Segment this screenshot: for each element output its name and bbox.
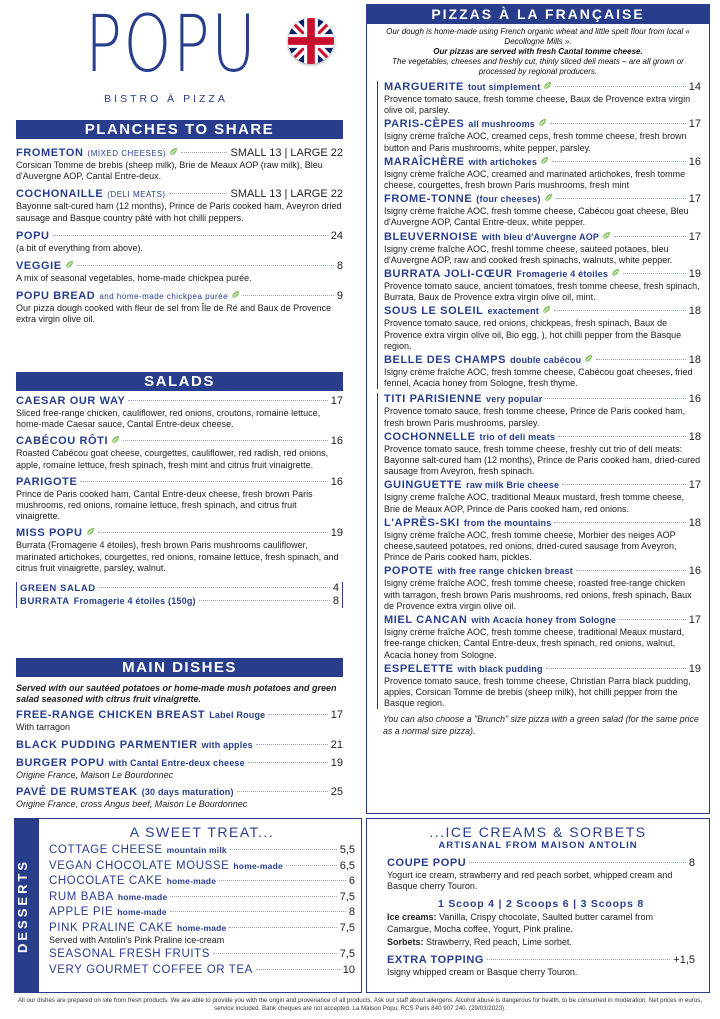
menu-item[interactable] <box>16 757 343 781</box>
item-price: 17 <box>688 193 701 206</box>
item-name: L'APRÈS-SKI <box>384 516 460 529</box>
item-subtitle: Fromagerie 4 étoiles <box>516 269 609 280</box>
pizzas-intro-2: Our pizzas are served with fresh Cantal tomme cheese. <box>433 47 643 56</box>
icecreams-title: ...ICE CREAMS & SORBETS <box>429 824 647 840</box>
item-name: CHOCOLATE CAKE <box>49 875 163 887</box>
ice-label: Ice creams: <box>387 912 437 923</box>
item-name: ESPELETTE <box>384 662 454 675</box>
item-subtitle: (30 days maturation) <box>141 786 234 797</box>
menu-item[interactable] <box>16 527 343 574</box>
menu-item[interactable] <box>49 964 355 978</box>
item-price: SMALL 13 | LARGE 22 <box>230 147 343 159</box>
item-price: 16 <box>688 155 701 168</box>
salads-section <box>16 372 343 608</box>
item-subtitle: home-made <box>233 860 283 871</box>
pizzas-panel <box>366 4 710 814</box>
item-name: POPU BREAD <box>16 290 96 303</box>
item-name: GUINGUETTE <box>384 479 463 492</box>
pizzas-intro-1: Our dough is home-made using French organic wheat and little spelt flour from local « Decollogne Mills ». <box>386 27 690 46</box>
vegetarian-leaf-icon <box>169 147 178 156</box>
item-price: 17 <box>330 395 343 407</box>
item-price: 8 <box>332 595 339 608</box>
item-desc: A mix of seasonal vegetables, home-made chickpea purée. <box>16 273 252 284</box>
ice-list: Vanilla, Crispy chocolate, Saulted butter caramel from Camargue, Mocha coffee, Yogurt, Pink praline. <box>387 912 653 934</box>
item-desc: Isigny crème fraîche AOC, fresh tomme cheese, Cabécou goat cheeses, fried fennel, Acacia honey from Sologne, fresh thyme. <box>384 367 693 389</box>
item-price: 8 <box>336 260 343 273</box>
vegetarian-leaf-icon <box>538 118 547 127</box>
vegetarian-leaf-icon <box>544 193 553 202</box>
item-desc: Isigny crème fraîche AOC, fresh tomme cheese, traditional Meaux mustard, free-range chicken, Cantal Entre-deux, fresh spinach, red onions, walnut, Acacia honey from Sologne. <box>384 627 685 660</box>
item-subtitle: exactement <box>487 306 539 317</box>
item-subtitle: with artichokes <box>468 156 538 167</box>
menu-item[interactable] <box>49 860 355 874</box>
desserts-label: DESSERTS <box>15 819 39 992</box>
item-desc: Prince de Paris cooked ham, Cantal Entre-deux cheese, fresh brown Paris mushrooms, red onions, romaine lettuce, fresh spinach, and citrus fruit vinaigrette. <box>16 488 313 522</box>
mains-title: MAIN DISHES <box>16 658 343 677</box>
item-desc: Isigny crème fraîche AOC, traditional Meaux mustard, fresh tomme cheese, Brie de Meaux AOP, Prince de Paris cooked ham, red onions. <box>384 492 685 514</box>
item-subtitle: trio of deli meats <box>479 431 556 442</box>
brand-header <box>16 0 344 112</box>
item-name: VERY GOURMET COFFEE OR TEA <box>49 963 253 976</box>
planches-section <box>16 120 343 326</box>
menu-item[interactable] <box>16 709 343 733</box>
brunch-note: You can also choose a "Brunch" size pizza with a green salad (for the same price as a normal size pizza). <box>383 714 699 736</box>
menu-item[interactable] <box>16 147 343 182</box>
item-subtitle: Label Rouge <box>209 710 266 721</box>
menu-item[interactable] <box>16 188 343 223</box>
menu-item[interactable] <box>20 582 339 595</box>
menu-item[interactable] <box>49 906 355 920</box>
item-price: 25 <box>330 785 343 798</box>
item-name: VEGAN CHOCOLATE MOUSSE <box>49 859 230 872</box>
item-subtitle: home-made <box>166 876 217 886</box>
menu-item[interactable] <box>49 948 355 962</box>
item-price: 16 <box>330 435 343 448</box>
item-name: SOUS LE SOLEIL <box>384 305 484 318</box>
menu-item[interactable] <box>384 156 701 191</box>
item-desc: Origine France, cross Angus beef, Maison Le Bourdonnec <box>16 798 248 809</box>
menu-item[interactable] <box>384 565 701 612</box>
item-price: 8 <box>688 857 695 869</box>
salads-title: SALADS <box>16 372 343 391</box>
item-name: BLEUVERNOISE <box>384 230 478 243</box>
footer-legal: All our dishes are prepared on site from fresh products. We are able to provide you with the origin and provenance of all products. Ask our staff about allergens. Alcohol abuse is dangerous for health, to be consumed in moderation. Net prices in euros, service included. Bank cheques are not accepted. La Maison Popu, RCS Paris 840 907 240. (29/03/2023). <box>17 997 703 1012</box>
vegetarian-leaf-icon <box>86 527 95 536</box>
item-desc: Provence tomato sauce, fresh tomme cheese, Christian Parra black pudding, apples, Corsican Tomme de brebis (sheep milk), hot chilli pepper from the Basque region. <box>384 675 691 709</box>
item-desc: Provence tomato sauce, fresh tomme cheese, Prince de Paris cooked ham, fresh brown Paris mushrooms, parsley. <box>384 406 686 428</box>
menu-item[interactable] <box>16 476 343 523</box>
menu-item[interactable] <box>16 260 343 284</box>
mains-section <box>16 658 343 810</box>
vegetarian-leaf-icon <box>231 290 240 299</box>
item-subtitle: very popular <box>486 394 543 405</box>
item-name: EXTRA TOPPING <box>387 954 485 967</box>
item-name: POPU <box>16 229 50 242</box>
item-price: 18 <box>688 305 701 318</box>
menu-item[interactable] <box>16 435 343 470</box>
item-desc: Isigny crème fraîche AOC, creamed and marinated artichokes, fresh tomme cheese, courgettes, fresh brown Paris mushrooms, fresh mint <box>384 168 686 191</box>
item-name: FROMETON <box>16 147 84 159</box>
item-name: COCHONNELLE <box>384 430 476 443</box>
item-desc: Sliced free-range chicken, cauliflower, red onions, croutons, romaine lettuce, home-made Caesar sauce, Cantal Entre-deux cheese. <box>16 408 321 430</box>
menu-item[interactable] <box>16 786 343 810</box>
item-desc: Isigny crème fraîche AOC, freshl tomme cheese, sauteed potaoes, bleu d'Auvergne AOP, raw and cooked fresh spinachs, walnuts, white pepper. <box>384 243 673 265</box>
item-name: PARIGOTE <box>16 475 78 488</box>
menu-item[interactable] <box>384 354 701 389</box>
item-desc: Provence tomato sauce, ancient tomatoes, fresh tomme cheese, fresh spinach, Burrata, Baux de Provence extra virgin olive oil, mint. <box>384 281 700 303</box>
item-desc: Corsican Tomme de brebis (sheep milk), Brie de Meaux AOP (raw milk), Bleu d'Auvergne AOP, Cantal Entre-deux. <box>16 160 323 182</box>
menu-item[interactable] <box>384 81 701 116</box>
item-subtitle: from the mountains <box>463 517 552 528</box>
item-subtitle: mountain milk <box>166 845 227 855</box>
item-price: 7,5 <box>339 890 355 903</box>
vegetarian-leaf-icon <box>584 354 593 363</box>
item-name: BURRATA <box>20 596 70 608</box>
item-price: 7,5 <box>339 948 355 961</box>
item-price: 19 <box>688 662 701 675</box>
item-price: 6 <box>348 875 355 887</box>
item-price: 9 <box>336 290 343 303</box>
menu-item[interactable] <box>384 517 701 564</box>
vegetarian-leaf-icon <box>111 435 120 444</box>
menu-item[interactable] <box>384 663 701 710</box>
item-name: APPLE PIE <box>49 906 114 918</box>
item-subtitle: raw milk Brie cheese <box>466 480 560 491</box>
item-price: 17 <box>330 709 343 722</box>
item-price: 7,5 <box>339 921 355 934</box>
item-subtitle: Fromagerie 4 étoiles (150g) <box>73 596 196 607</box>
item-desc: Roasted Cabécou goat cheese, courgettes, cauliflower, red radish, red onions, apple, romaine lettuce, fresh spinach, fresh mint and citrus fruit vinaigrette. <box>16 448 329 470</box>
item-price: 4 <box>332 582 339 595</box>
sides-box <box>16 582 343 608</box>
item-subtitle: (DELI MEATS) <box>107 190 166 200</box>
item-price: 24 <box>330 229 343 242</box>
item-price: 6,5 <box>339 859 355 872</box>
item-name: BELLE DES CHAMPS <box>384 354 507 367</box>
menu-item[interactable] <box>384 479 701 514</box>
item-desc: Origine France, Maison Le Bourdonnec <box>16 769 174 780</box>
item-name: MARGUERITE <box>384 81 464 93</box>
item-name: TITI PARISIENNE <box>384 393 483 406</box>
item-desc: Provence tomato sauce, fresh tomme cheese, Baux de Provence extra virgin olive oil, parsley. <box>384 94 691 116</box>
pizzas-title: PIZZAS À LA FRANÇAISE <box>367 5 709 24</box>
item-name: CABÉCOU RÔTI <box>16 435 109 448</box>
menu-item[interactable] <box>49 844 355 858</box>
item-name: FROME-TONNE <box>384 193 473 206</box>
logo: POPU <box>84 0 258 90</box>
item-price: 18 <box>688 354 701 367</box>
item-name: COUPE POPU <box>387 857 467 869</box>
item-subtitle: and home-made chickpea purée <box>99 292 229 302</box>
menu-item[interactable] <box>49 875 355 889</box>
desserts-panel <box>14 818 362 993</box>
item-price: 8 <box>348 906 355 918</box>
icecreams-subtitle: ARTISANAL FROM MAISON ANTOLIN <box>438 840 638 851</box>
item-subtitle: with free range chicken breast <box>437 566 573 577</box>
item-price: 14 <box>688 81 701 93</box>
item-subtitle: with apples <box>201 739 253 750</box>
vegetarian-leaf-icon <box>602 231 611 240</box>
planches-title: PLANCHES TO SHARE <box>16 120 343 139</box>
vegetarian-leaf-icon <box>542 305 551 314</box>
vegetarian-leaf-icon <box>611 268 620 277</box>
item-subtitle: with black pudding <box>457 663 543 674</box>
menu-item[interactable] <box>384 614 701 661</box>
item-price: +1,5 <box>673 954 695 967</box>
item-subtitle: with Cantal Entre-deux cheese <box>108 757 245 768</box>
item-price: 10 <box>342 963 355 976</box>
item-desc: Our pizza dough cooked with fleur de sel from Île de Ré and Baux de Provence extra virgin olive oil. <box>16 303 332 325</box>
menu-item[interactable] <box>16 230 343 254</box>
item-desc: Isigny crème fraîche AOC, fresh tomme cheese, Morbier des neiges AOP cheese,sauteed potatoes, red onions, dried-cured sausage from Aveyron, Prince de Paris cooked ham, pickles. <box>384 529 677 563</box>
item-price: 16 <box>688 565 701 578</box>
item-name: POPOTE <box>384 565 434 578</box>
uk-flag-icon[interactable] <box>288 18 334 64</box>
item-price: 17 <box>688 230 701 243</box>
item-price: 19 <box>330 527 343 540</box>
menu-item[interactable] <box>384 118 701 153</box>
item-name: CAESAR OUR WAY <box>16 395 126 407</box>
vegetarian-leaf-icon <box>65 260 74 269</box>
item-price: 17 <box>688 614 701 627</box>
menu-item[interactable] <box>16 290 343 325</box>
vegetarian-leaf-icon <box>540 156 549 165</box>
item-desc: Served with Antolin's Pink Praline ice-cream <box>49 935 225 945</box>
item-name: RUM BABA <box>49 890 114 903</box>
menu-item[interactable] <box>384 193 701 228</box>
sorbet-list: Strawberry, Red peach, Lime sorbet. <box>426 936 572 947</box>
item-name: COTTAGE CHEESE <box>49 844 163 856</box>
icecreams-panel <box>366 818 710 993</box>
item-desc: Bayonne salt-cured ham (12 months), Prince de Paris cooked ham, Aveyron dried sausage and Basque country pâté with hot chilli peppers. <box>16 201 342 223</box>
item-name: BLACK PUDDING PARMENTIER <box>16 738 198 751</box>
item-name: COCHONAILLE <box>16 188 104 201</box>
item-price: 18 <box>688 430 701 443</box>
menu-item[interactable] <box>384 268 701 303</box>
item-subtitle: home-made <box>117 891 168 902</box>
item-price: 19 <box>688 268 701 281</box>
item-name: PINK PRALINE CAKE <box>49 921 173 934</box>
item-name: MISS POPU <box>16 527 83 540</box>
pizzas-intro-3: The vegetables, cheeses and freshly cut, thinly sliced deli meats – are all grown or processed by regional producers. <box>392 57 684 76</box>
scoop-prices: 1 Scoop 4 | 2 Scoops 6 | 3 Scoops 8 <box>437 898 645 911</box>
item-price: 18 <box>688 516 701 529</box>
item-desc: Isigny crème fraîche AOC, fresh tomme cheese, Cabécou goat cheese, Bleu d'Auvergne AOP, Cantal Entre-deux, white pepper. <box>384 206 689 228</box>
item-name: BURGER POPU <box>16 756 105 769</box>
item-name: PAVÉ DE RUMSTEAK <box>16 785 138 798</box>
menu-item[interactable] <box>49 891 355 905</box>
item-name: GREEN SALAD <box>20 583 96 595</box>
item-price: 19 <box>330 756 343 769</box>
item-desc: Provence tomato sauce, red onions, chickpeas, fresh spinach, Baux de Provence extra virgin olive oil, Bio egg, ), hot chilli pepper from the Basque region. <box>384 318 682 351</box>
item-subtitle: tout simplement <box>467 82 541 92</box>
item-name: MARAÎCHÈRE <box>384 155 465 168</box>
item-desc: With tarragon <box>16 722 71 733</box>
item-name: PARIS-CÈPES <box>384 118 465 131</box>
item-desc: Provence tomato sauce, fresh tomme cheese, freshly cut trio of deli meats: Bayonne salt-cured ham (12 months), Prince de Paris cooked ham, dried-cured sausage from Aveyron, fresh spinach. <box>384 443 701 477</box>
item-name: VEGGIE <box>16 260 62 273</box>
menu-item[interactable] <box>20 595 339 608</box>
menu-item[interactable] <box>387 954 695 978</box>
item-subtitle: (MIXED CHEESES) <box>87 149 167 158</box>
desserts-title: A SWEET TREAT... <box>129 824 275 840</box>
item-subtitle: home-made <box>176 922 227 933</box>
menu-item[interactable] <box>387 857 695 892</box>
item-price: 16 <box>688 393 701 406</box>
item-name: MIEL CANCAN <box>384 614 468 627</box>
item-price: 5,5 <box>339 844 355 856</box>
item-desc: Isigny crème fraîche AOC, fresh tomme cheese, roasted free-range chicken with tarragon, fresh brown Paris mushrooms, red onions, fresh spinach, Baux de Provence extra virgin olive oil. <box>384 578 692 611</box>
item-subtitle: with Acacia honey from Sologne <box>471 615 617 626</box>
item-price: 17 <box>688 118 701 131</box>
item-subtitle: (four cheeses) <box>476 194 541 205</box>
item-price: SMALL 13 | LARGE 22 <box>230 188 343 201</box>
item-price: 21 <box>330 738 343 751</box>
item-price: 17 <box>688 479 701 492</box>
menu-item[interactable] <box>49 922 355 947</box>
vegetarian-leaf-icon <box>543 81 552 90</box>
item-subtitle: with bleu d'Auvergne AOP <box>482 231 600 242</box>
menu-item[interactable] <box>384 231 701 266</box>
item-desc: Burrata (Fromagerie 4 étoiles), fresh brown Paris mushrooms cauliflower, marinated artichokes, courgettes, red onions, romaine lettuce, fresh spinach, and citrus fruit vinaigrette, parsley, walnut. <box>16 540 339 573</box>
tagline: BISTRO À PIZZA <box>104 93 228 105</box>
item-subtitle: double cabécou <box>510 355 582 366</box>
item-name: BURRATA JOLI-CŒUR <box>384 268 513 281</box>
sorbet-label: Sorbets: <box>387 936 424 947</box>
item-desc: (a bit of everything from above). <box>16 242 144 253</box>
item-desc: Isigny crème fraîche AOC, creamed ceps, fresh tomme cheese, fresh brown button and Paris mushrooms, white pepper, parsley. <box>384 131 687 153</box>
item-subtitle: home-made <box>117 907 167 917</box>
menu-item[interactable] <box>16 739 343 752</box>
item-price: 16 <box>330 475 343 488</box>
mains-intro: Served with our sautéed potatoes or home-made mush potatoes and green salad seasoned with citrus fruit vinaigrette. <box>16 683 337 705</box>
item-desc: Isigny whipped cream or Basque cherry Touron. <box>387 967 578 978</box>
item-desc: Yogurt ice cream, strawberry and red peach sorbet, whipped cream and Basque cherry Touron. <box>387 870 673 892</box>
item-subtitle: all mushrooms <box>468 119 535 130</box>
item-name: SEASONAL FRESH FRUITS <box>49 948 211 961</box>
menu-item[interactable] <box>384 431 701 478</box>
item-name: FREE-RANGE CHICKEN BREAST <box>16 709 206 722</box>
menu-item[interactable] <box>16 395 343 430</box>
menu-item[interactable] <box>384 393 701 428</box>
menu-item[interactable] <box>384 305 701 352</box>
